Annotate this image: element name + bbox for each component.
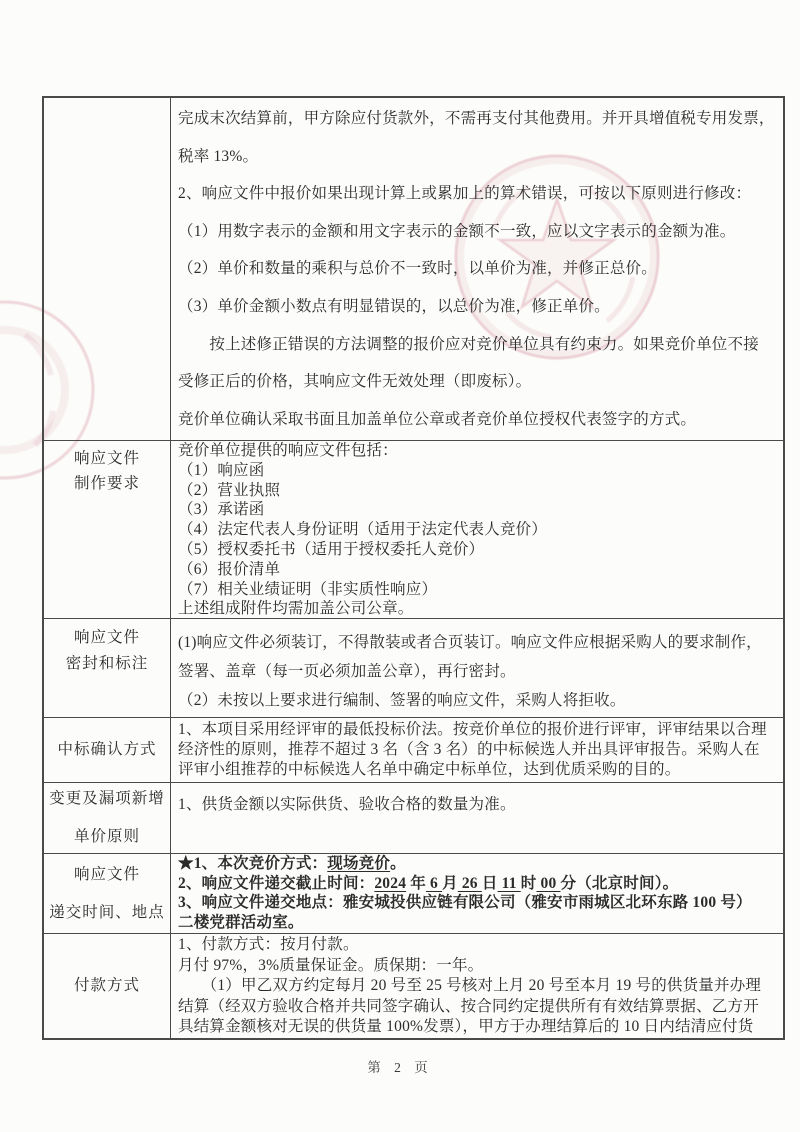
row-content-response-doc-production [171,441,783,618]
text-line [178,441,779,461]
text-segment: （3）承诺函 [178,501,265,519]
row-content-payment-method [171,934,783,1038]
text-segment: （1）甲乙双方约定每月 20 号至 25 号核对上月 20 号至本月 19 号的供货量并办理 [178,977,762,995]
row-header-award-confirmation-method [44,718,171,782]
text-segment: 评审小组推荐的中标候选人名单中确定中标单位，达到优质采购的目的。 [178,761,681,778]
text-line [178,997,779,1018]
text-segment: 日 [481,874,498,892]
text-line [178,628,779,657]
text-line [178,893,779,913]
text-segment: 经济性的原则，推荐不超过 3 名（含 3 名）的中标候选人并出具评审报告。采购人在 [178,741,760,758]
text-segment: 税率 13%。 [178,147,259,165]
text-line [178,250,779,288]
text-segment: （3）单价金额小数点有明显错误的，以总价为准，修正单价。 [178,297,610,315]
text-segment: 竞价单位确认采取书面且加盖单位公章或者竞价单位授权代表签字的方式。 [178,410,697,428]
text-line [178,657,779,686]
row-header-response-doc-production [44,441,171,618]
row-content-award-confirmation-method [171,718,783,782]
text-segment: ★1、本次竞价方式： [178,855,328,872]
table-row-award-confirmation-method [44,717,783,782]
row-header-label: 密封和标注 [65,655,149,672]
underlined-value: 11 [497,874,521,892]
text-segment: 。 [390,855,406,872]
underlined-value: 26 [457,874,482,892]
row-header-label: 响应文件 [73,865,140,883]
text-line [178,874,779,894]
text-line [178,481,779,501]
row-header-label: 单价原则 [73,828,140,845]
underlined-value: 6 [425,874,443,892]
text-segment: 二楼党群活动室。 [178,914,304,932]
text-segment: 年 [406,874,426,892]
text-line [178,100,779,138]
table-row-settlement-continued [44,98,783,440]
text-segment: 分（北京时间）。 [560,874,679,892]
text-line [178,854,779,874]
text-segment: 2、响应文件中报价如果出现计算上或累加上的算术错误，可按以下原则进行修改： [178,185,752,203]
text-line [178,913,779,933]
underlined-value: 2024 [374,874,407,892]
table-row-response-doc-production [44,440,783,618]
row-header-label: 递交时间、地点 [49,903,165,921]
text-line [178,363,779,401]
text-segment: （4）法定代表人身份证明（适用于法定代表人竞价） [178,521,548,539]
text-line [178,326,779,364]
contract-terms-table [42,96,785,1040]
text-line [178,795,779,815]
text-segment: 1、付款方式：按月付款。 [178,936,359,953]
text-segment: （2）未按以上要求进行编制、签署的响应文件，采购人将拒收。 [178,692,626,709]
row-header-payment-method [44,934,171,1038]
row-header-label: 付款方式 [73,977,140,994]
row-header-response-doc-sealing [44,619,171,717]
text-line [178,720,779,740]
row-content-response-doc-sealing [171,619,783,717]
text-line [178,520,779,540]
row-header-label: 变更及漏项新增 [49,790,165,807]
text-segment: 3、响应文件递交地点：雅安城投供应链有限公司（雅安市雨城区北环东路 100 号） [178,894,752,912]
text-line [178,401,779,439]
row-content-settlement-continued [171,98,783,440]
text-segment: 签署、盖章（每一页必须加盖公章），再行密封。 [178,663,516,680]
row-header-submission-time-place [44,854,171,933]
text-segment: 2、响应文件递交截止时间： [178,874,375,892]
row-content-change-and-omission-unit-price [171,783,783,853]
row-content-submission-time-place [171,854,783,933]
footer-page-number: 第 2 页 [367,1060,433,1075]
text-segment: 1、本项目采用经评审的最低投标价法。按竞价单位的报价进行评审，评审结果以合理 [178,721,767,738]
row-header-label: 响应文件 [73,629,140,646]
text-segment: (1)响应文件必须装订，不得散装或者合页装订。响应文件应根据采购人的要求制作， [178,634,762,651]
text-segment: （5）授权委托书（适用于授权委托人竞价） [178,540,485,558]
text-segment: （7）相关业绩证明（非实质性响应） [178,580,438,598]
table-row-payment-method [44,933,783,1038]
text-line [178,175,779,213]
row-header-label: 制作要求 [73,475,140,492]
row-header-label: 响应文件 [73,450,140,467]
text-line [178,288,779,326]
text-line [178,740,779,760]
text-segment: 月 [442,874,458,892]
table-row-response-doc-sealing [44,618,783,717]
text-line [178,760,779,780]
text-segment: 竞价单位提供的响应文件包括： [178,442,398,459]
text-line [178,935,779,956]
text-line [178,461,779,481]
text-segment: （6）报价清单 [178,560,281,578]
text-segment: 完成末次结算前，甲方除应付货款外，不需再支付其他费用。并开具增值税专用发票， [178,110,775,127]
text-segment: 月付 97%，3%质量保证金。质保期：一年。 [178,956,484,974]
text-segment: 具结算金额核对无误的供货量 100%发票），甲方于办理结算后的 10 日内结清应付货 [178,1018,754,1036]
text-segment: （1）用数字表示的金额和用文字表示的金额不一致，应以文字表示的金额为准。 [178,222,736,240]
text-segment: 按上述修正错误的方法调整的报价应对竞价单位具有约束力。如果竞价单位不接 [178,335,759,353]
text-segment: 时 [520,874,537,892]
table-row-change-and-omission-unit-price [44,782,783,853]
text-segment: 上述组成附件均需加盖公司公章。 [178,600,414,618]
text-line [178,213,779,251]
text-line [178,580,779,600]
text-segment: 1、供货金额以实际供货、验收合格的数量为准。 [178,796,516,813]
text-line [178,599,779,618]
text-line [178,560,779,580]
table-row-submission-time-place [44,853,783,933]
text-line [178,540,779,560]
text-line [178,956,779,977]
text-line [178,686,779,715]
text-line [178,976,779,997]
text-segment: 受修正后的价格，其响应文件无效处理（即废标）。 [178,373,532,391]
text-segment: （2）单价和数量的乘积与总价不一致时，以单价为准，并修正总价。 [178,260,657,278]
text-line [178,138,779,176]
underlined-value: 现场竞价 [327,855,391,872]
row-header-change-and-omission-unit-price [44,783,171,853]
text-segment: （1）响应函 [178,461,265,479]
row-header-label: 中标确认方式 [57,741,157,758]
text-segment: 结算（经双方验收合格并共同签字确认、按合同约定提供所有有效结算票据、乙方开 [178,997,759,1015]
text-line [178,1017,779,1038]
text-line [178,500,779,520]
text-segment: （2）营业执照 [178,481,281,499]
underlined-value: 00 [536,874,561,892]
row-header-settlement-continued [44,98,171,440]
